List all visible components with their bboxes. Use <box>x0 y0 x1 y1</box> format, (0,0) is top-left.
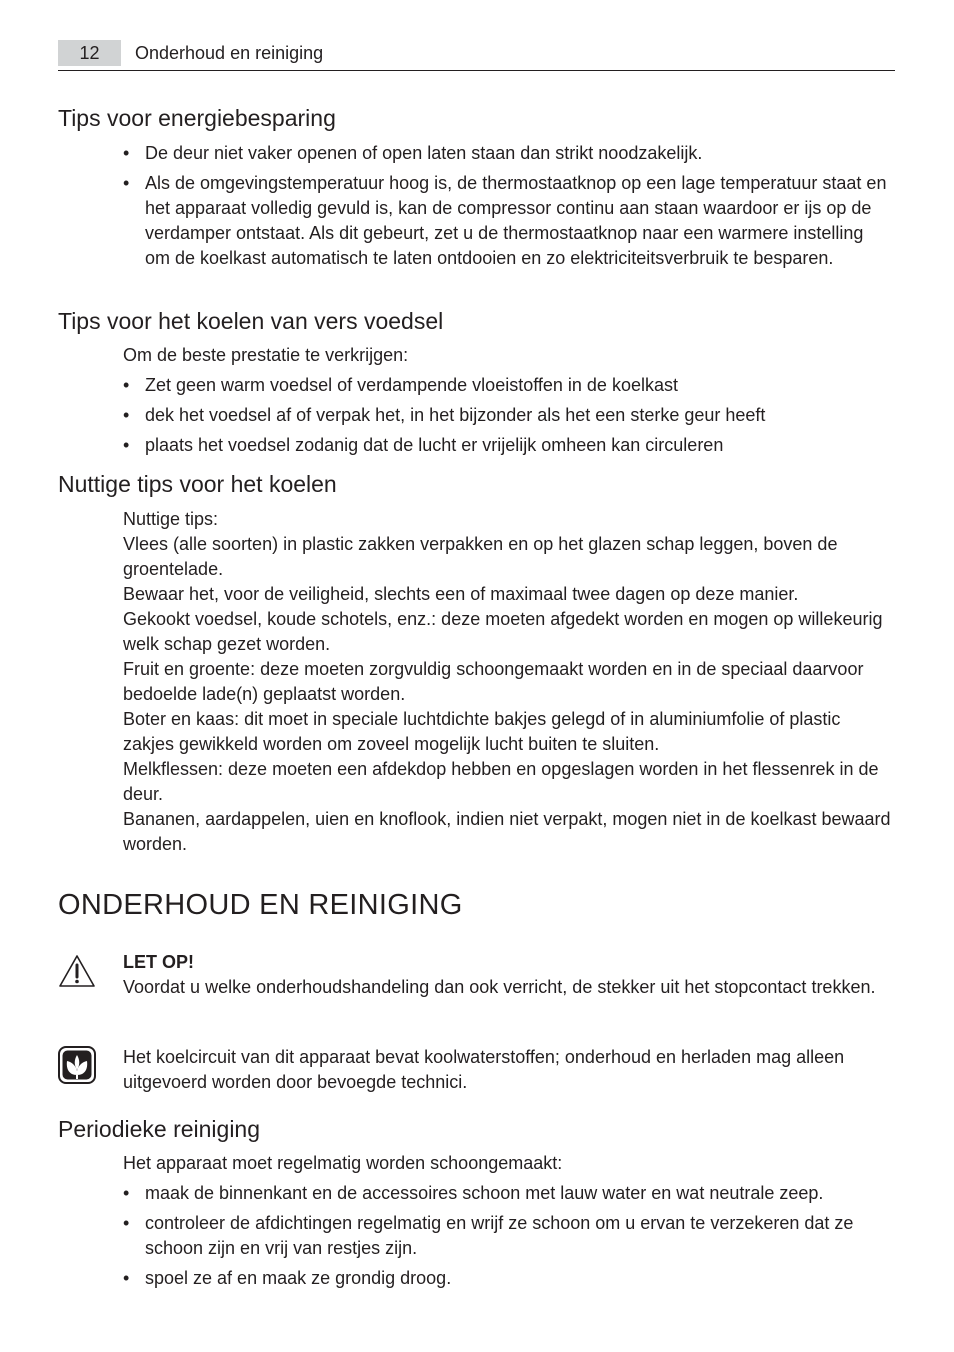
energy-list <box>123 141 893 276</box>
environment-icon <box>58 1046 96 1084</box>
periodic-cleaning-heading: Periodieke reiniging <box>58 1116 261 1142</box>
warning-label: LET OP! <box>123 952 194 972</box>
page-header <box>58 40 895 71</box>
warning-text: Voordat u welke onderhoudshandeling dan ook verricht, de stekker uit het stopcontact trekken. <box>123 977 876 997</box>
list-item: • controleer de afdichtingen regelmatig en wrijf ze schoon om u ervan te verzekeren dat ze schoon zijn en vrij van restjes zijn. <box>123 1213 854 1258</box>
page-number: 12 <box>58 40 121 66</box>
tip-line: Bewaar het, voor de veiligheid, slechts een of maximaal twee dagen op deze manier. <box>123 584 799 604</box>
list-item: • dek het voedsel af of verpak het, in het bijzonder als het een sterke geur heeft <box>123 405 766 425</box>
running-section-title: Onderhoud en reiniging <box>135 43 324 63</box>
list-item: • maak de binnenkant en de accessoires schoon met lauw water en wat neutrale zeep. <box>123 1183 824 1203</box>
periodic-cleaning-intro: Het apparaat moet regelmatig worden schoongemaakt: <box>123 1153 563 1173</box>
tip-line: Boter en kaas: dit moet in speciale luchtdichte bakjes gelegd of in aluminiumfolie of plastic zakjes gewikkeld worden om zoveel mogelijk lucht buiten te sluiten. <box>123 709 841 754</box>
periodic-cleaning-list <box>123 1181 893 1296</box>
tip-line: Gekookt voedsel, koude schotels, enz.: deze moeten afgedekt worden en mogen op willekeurig welk schap gezet worden. <box>123 609 883 654</box>
tip-line: Nuttige tips: <box>123 509 219 529</box>
fresh-food-intro: Om de beste prestatie te verkrijgen: <box>123 345 409 365</box>
fresh-food-list <box>123 373 893 463</box>
fresh-food-heading: Tips voor het koelen van vers voedsel <box>58 308 444 334</box>
list-item: • plaats het voedsel zodanig dat de lucht er vrijelijk omheen kan circuleren <box>123 435 724 455</box>
eco-text: Het koelcircuit van dit apparaat bevat koolwaterstoffen; onderhoud en herladen mag alleen uitgevoerd worden door bevoegde technici. <box>123 1047 845 1092</box>
list-item: • spoel ze af en maak ze grondig droog. <box>123 1268 452 1288</box>
list-item: • Als de omgevingstemperatuur hoog is, de thermostaatknop op een lage temperatuur staat en het apparaat volledig gevuld is, kan de compressor continu aan staan waardoor er ijs op de verdamper ontstaat. Als dit gebeurt, zet u de thermostaatknop naar een warmere instelling om de koelkast automatisch te laten ontdooien en zo elektriciteitsverbruik te besparen. <box>123 173 887 268</box>
tip-line: Vlees (alle soorten) in plastic zakken verpakken en op het glazen schap leggen, boven de groentelade. <box>123 534 838 579</box>
useful-tips-heading: Nuttige tips voor het koelen <box>58 471 337 497</box>
tip-line: Bananen, aardappelen, uien en knoflook, indien niet verpakt, mogen niet in de koelkast bewaard worden. <box>123 809 891 854</box>
list-item: • Zet geen warm voedsel of verdampende vloeistoffen in de koelkast <box>123 375 678 395</box>
warning-block <box>123 950 893 1000</box>
tip-line: Fruit en groente: deze moeten zorgvuldig schoongemaakt worden en in de speciaal daarvoor bedoelde lade(n) geplaatst worden. <box>123 659 864 704</box>
tip-line: Melkflessen: deze moeten een afdekdop hebben en opgeslagen worden in het flessenrek in de deur. <box>123 759 879 804</box>
maintenance-title: ONDERHOUD EN REINIGING <box>58 889 463 921</box>
warning-triangle-icon <box>58 954 96 988</box>
list-item: • De deur niet vaker openen of open laten staan dan strikt noodzakelijk. <box>123 143 703 163</box>
energy-heading: Tips voor energiebesparing <box>58 105 336 131</box>
useful-tips-body <box>123 507 893 857</box>
